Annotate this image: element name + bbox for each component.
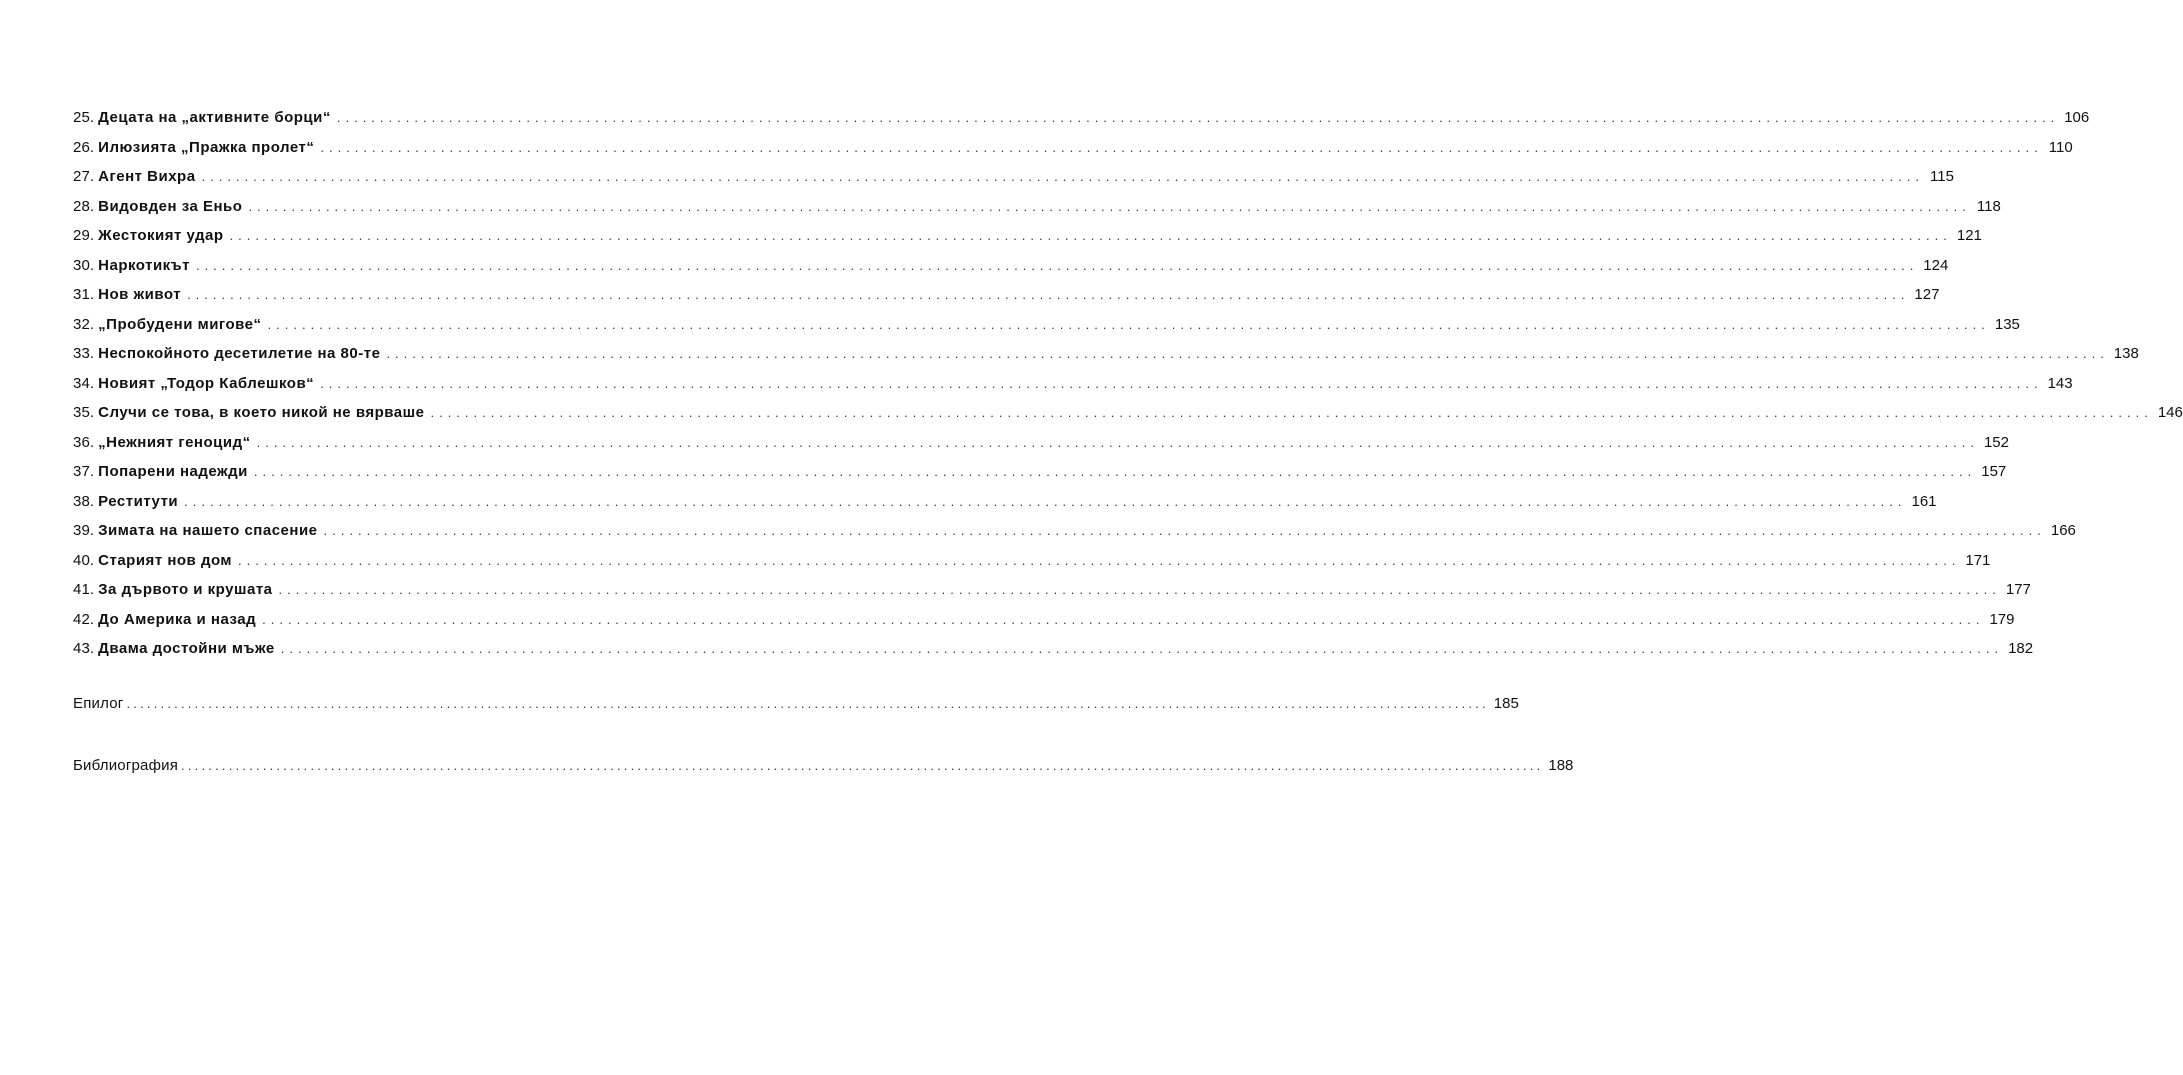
dot-leader: ........................................................................................................................................................................................................ bbox=[323, 523, 2046, 538]
toc-entry bbox=[73, 605, 2015, 635]
toc-entry-number: 28. bbox=[73, 197, 95, 215]
dot-leader: ........................................................................................................................................................................................................ bbox=[126, 696, 1489, 711]
toc-entry-page: 118 bbox=[1976, 197, 2001, 215]
dot-leader: ........................................................................................................................................................................................................ bbox=[280, 641, 2004, 656]
dot-leader: ........................................................................................................................................................................................................ bbox=[201, 169, 1924, 184]
dot-leader: ........................................................................................................................................................................................................ bbox=[320, 375, 2043, 391]
toc-entry-number: 39. bbox=[73, 522, 95, 539]
dot-leader: ........................................................................................................................................................................................................ bbox=[229, 228, 1952, 243]
toc-entry bbox=[73, 516, 2076, 546]
dot-leader: ........................................................................................................................................................................................................ bbox=[278, 582, 2001, 597]
toc-entry bbox=[73, 634, 2034, 664]
dot-leader: ........................................................................................................................................................................................................ bbox=[248, 198, 1971, 214]
toc-entry-number: 32. bbox=[73, 315, 95, 333]
toc-entry-number: 29. bbox=[73, 227, 95, 244]
toc-entry-number: 26. bbox=[73, 138, 95, 156]
toc-entry-page: 115 bbox=[1930, 168, 1954, 185]
toc-entry-title: Видовден за Еньо bbox=[98, 197, 243, 215]
toc-entry-title: Двама достойни мъже bbox=[98, 640, 275, 657]
toc-entry-page: 143 bbox=[2047, 374, 2073, 392]
toc-entry-page: 179 bbox=[1989, 610, 2015, 628]
toc-entry bbox=[73, 546, 1991, 576]
toc-entry-title: Нов живот bbox=[98, 286, 182, 303]
toc-entry-page: 121 bbox=[1956, 227, 1982, 244]
toc-entry-title: „Нежният геноцид“ bbox=[98, 433, 251, 451]
toc-entry-page: 161 bbox=[1911, 492, 1937, 510]
toc-entry-number: 42. bbox=[73, 610, 95, 628]
toc-entry-number: 30. bbox=[73, 256, 95, 274]
toc-entry-title: Случи се това, в което никой не вярваше bbox=[98, 404, 425, 421]
toc-entry bbox=[73, 280, 1940, 310]
dot-leader: ........................................................................................................................................................................................................ bbox=[267, 316, 1990, 332]
toc-entry bbox=[73, 487, 1937, 517]
toc-entry-number: 31. bbox=[73, 286, 95, 303]
toc-entry-bibliography bbox=[73, 756, 1574, 776]
dot-leader: ........................................................................................................................................................................................................ bbox=[253, 464, 1977, 479]
toc-entry-title: Зимата на нашето спасение bbox=[98, 522, 318, 539]
toc-entry-title: Илюзията „Пражка пролет“ bbox=[98, 138, 315, 156]
dot-leader: ........................................................................................................................................................................................................ bbox=[320, 139, 2043, 155]
toc-entry-number: 34. bbox=[73, 374, 95, 392]
toc-entry-number: 38. bbox=[73, 492, 95, 510]
toc-entry-title: Новият „Тодор Каблешков“ bbox=[98, 374, 315, 392]
toc-entry bbox=[73, 133, 2073, 163]
dot-leader: ........................................................................................................................................................................................................ bbox=[238, 552, 1961, 568]
toc-entry-number: 37. bbox=[73, 463, 95, 480]
toc-entry-title: Старият нов дом bbox=[98, 551, 233, 569]
toc-entry-page: 124 bbox=[1923, 256, 1949, 274]
toc-entry-number: 41. bbox=[73, 581, 95, 598]
toc-entry-page: 138 bbox=[2113, 345, 2139, 362]
toc-entry-page: 188 bbox=[1548, 757, 1574, 774]
toc-entry-number: 25. bbox=[73, 109, 95, 126]
toc-entry-title: Епилог bbox=[73, 695, 124, 712]
toc-entry-number: 33. bbox=[73, 345, 95, 362]
toc-entry-page: 106 bbox=[2064, 109, 2090, 126]
toc-entry bbox=[73, 428, 2009, 458]
toc-entry bbox=[73, 192, 2001, 222]
toc-entry-title: Реститути bbox=[98, 492, 179, 510]
toc-entry-number: 27. bbox=[73, 168, 95, 185]
dot-leader: ........................................................................................................................................................................................................ bbox=[195, 257, 1919, 273]
toc-entry bbox=[73, 457, 2007, 487]
toc-entry-page: 127 bbox=[1914, 286, 1940, 303]
toc-entry-page: 146 bbox=[2157, 404, 2183, 421]
toc-entry bbox=[73, 251, 1949, 281]
dot-leader: ........................................................................................................................................................................................................ bbox=[386, 346, 2109, 361]
toc-entry-title: Наркотикът bbox=[98, 256, 190, 274]
toc-entry bbox=[73, 221, 1982, 251]
toc-entry bbox=[73, 310, 2020, 340]
toc-entry-title: Жестокият удар bbox=[98, 227, 224, 244]
toc-entry-epilog bbox=[73, 694, 1519, 714]
toc-entry bbox=[73, 103, 2090, 133]
toc-entry bbox=[73, 575, 2031, 605]
toc-entry-title: До Америка и назад bbox=[98, 610, 257, 628]
toc-entry-page: 182 bbox=[2008, 640, 2034, 657]
toc-entry-page: 171 bbox=[1965, 551, 1991, 569]
toc-entry-title: За дървото и крушата bbox=[98, 581, 273, 598]
toc-entry bbox=[73, 398, 2183, 428]
table-of-contents bbox=[73, 103, 2183, 664]
toc-entry-number: 43. bbox=[73, 640, 95, 657]
toc-entry bbox=[73, 339, 2139, 369]
dot-leader: ........................................................................................................................................................................................................ bbox=[184, 493, 1907, 509]
toc-entry bbox=[73, 369, 2073, 399]
toc-entry-title: „Пробудени мигове“ bbox=[98, 315, 262, 333]
toc-entry-number: 36. bbox=[73, 433, 95, 451]
toc-entry-title: Агент Вихра bbox=[98, 168, 196, 185]
dot-leader: ........................................................................................................................................................................................................ bbox=[256, 434, 1979, 450]
toc-entry-title: Неспокойното десетилетие на 80-те bbox=[98, 345, 381, 362]
toc-entry-page: 110 bbox=[2048, 138, 2073, 156]
dot-leader: ........................................................................................................................................................................................................ bbox=[181, 758, 1544, 773]
toc-entry-title: Библиография bbox=[73, 757, 179, 774]
toc-entry-page: 135 bbox=[1994, 315, 2020, 333]
toc-entry-title: Попарени надежди bbox=[98, 463, 248, 480]
toc-entry-title: Децата на „активните борци“ bbox=[98, 109, 331, 126]
dot-leader: ........................................................................................................................................................................................................ bbox=[430, 405, 2153, 420]
toc-entry-number: 35. bbox=[73, 404, 95, 421]
dot-leader: ........................................................................................................................................................................................................ bbox=[187, 287, 1910, 302]
toc-entry-page: 166 bbox=[2050, 522, 2076, 539]
toc-entry-number: 40. bbox=[73, 551, 95, 569]
dot-leader: ........................................................................................................................................................................................................ bbox=[336, 110, 2060, 125]
toc-entry-page: 157 bbox=[1981, 463, 2007, 480]
toc-entry bbox=[73, 162, 1954, 192]
toc-entry-page: 177 bbox=[2005, 581, 2031, 598]
toc-entry-page: 185 bbox=[1493, 695, 1519, 712]
dot-leader: ........................................................................................................................................................................................................ bbox=[262, 611, 1985, 627]
toc-entry-page: 152 bbox=[1983, 433, 2009, 451]
